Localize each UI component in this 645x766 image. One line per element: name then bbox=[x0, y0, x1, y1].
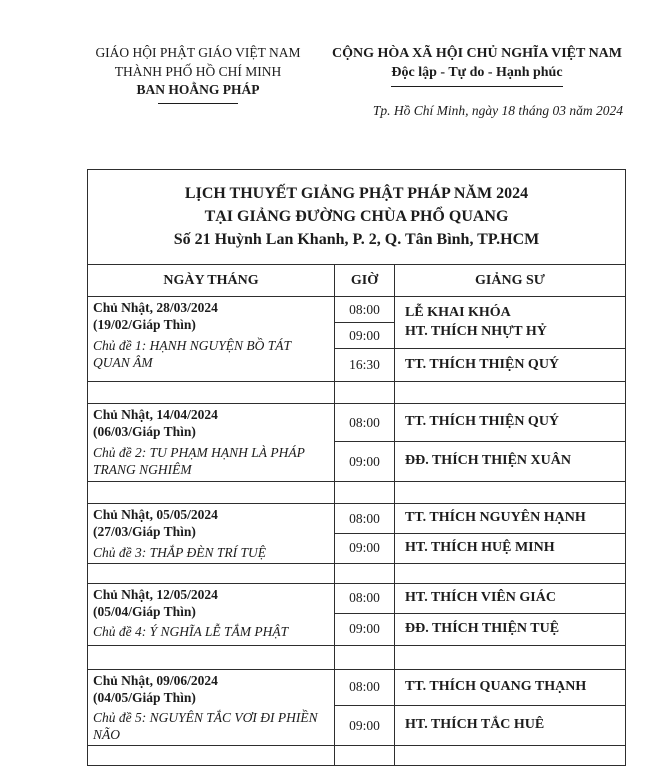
session-theme: Chủ đề 1: HẠNH NGUYỆN BỒ TÁT QUAN ÂM bbox=[93, 337, 291, 370]
speaker-cell: TT. THÍCH THIỆN QUÝ bbox=[395, 349, 626, 382]
table-title-row bbox=[88, 170, 626, 265]
session-date: Chủ Nhật, 14/04/2024 bbox=[93, 407, 218, 423]
separator-row bbox=[88, 482, 626, 504]
speaker-cell: HT. THÍCH TẮC HUÊ bbox=[395, 706, 626, 746]
time-cell: 08:00 bbox=[335, 583, 395, 613]
session-date: Chủ Nhật, 09/06/2024 bbox=[93, 672, 218, 688]
time-cell: 08:00 bbox=[335, 669, 395, 706]
issuing-org-block bbox=[92, 44, 304, 120]
time-cell: 08:00 bbox=[335, 297, 395, 323]
document-header bbox=[0, 44, 645, 120]
time-cell: 09:00 bbox=[335, 706, 395, 746]
session-row bbox=[88, 583, 626, 613]
national-motto-block bbox=[331, 44, 623, 120]
session3-date-cell bbox=[88, 504, 335, 563]
column-header-speaker: GIẢNG SƯ bbox=[395, 265, 626, 297]
speaker-cell: HT. THÍCH HUỆ MINH bbox=[395, 533, 626, 563]
time-cell: 09:00 bbox=[335, 533, 395, 563]
session5-date-cell bbox=[88, 669, 335, 746]
speaker-cell: TT. THÍCH THIỆN QUÝ bbox=[395, 404, 626, 442]
session-lunar-date: (04/05/Giáp Thìn) bbox=[93, 689, 196, 705]
schedule-title-line1: LỊCH THUYẾT GIẢNG PHẬT PHÁP NĂM 2024 bbox=[184, 185, 529, 203]
header-left-rule bbox=[158, 103, 238, 104]
separator-row bbox=[88, 382, 626, 404]
session-row bbox=[88, 297, 626, 323]
session-theme: Chủ đề 4: Ý NGHĨA LỄ TẮM PHẬT bbox=[93, 623, 289, 639]
opening-speaker: HT. THÍCH NHỰT HỶ bbox=[405, 323, 547, 339]
column-header-row bbox=[88, 265, 626, 297]
session-lunar-date: (19/02/Giáp Thìn) bbox=[93, 317, 196, 333]
session-lunar-date: (05/04/Giáp Thìn) bbox=[93, 603, 196, 619]
schedule-table bbox=[87, 169, 626, 766]
schedule-title-cell bbox=[88, 170, 626, 265]
session-row bbox=[88, 669, 626, 706]
separator-row bbox=[88, 563, 626, 583]
speaker-cell: TT. THÍCH NGUYÊN HẠNH bbox=[395, 504, 626, 534]
header-right-rule bbox=[391, 86, 563, 87]
national-motto: Độc lập - Tự do - Hạnh phúc bbox=[391, 65, 563, 81]
session-row bbox=[88, 504, 626, 534]
speaker-cell: ĐĐ. THÍCH THIỆN TUỆ bbox=[395, 613, 626, 645]
org-name-line1: GIÁO HỘI PHẬT GIÁO VIỆT NAM bbox=[95, 45, 301, 60]
time-cell: 08:00 bbox=[335, 504, 395, 534]
session-theme: Chủ đề 2: TU PHẠM HẠNH LÀ PHÁP TRANG NGHIÊM bbox=[93, 444, 305, 477]
speaker-cell: HT. THÍCH VIÊN GIÁC bbox=[395, 583, 626, 613]
session-date: Chủ Nhật, 28/03/2024 bbox=[93, 300, 218, 316]
time-cell: 09:00 bbox=[335, 442, 395, 482]
session4-date-cell bbox=[88, 583, 335, 645]
column-header-time: GIỜ bbox=[335, 265, 395, 297]
speaker-cell: ĐĐ. THÍCH THIỆN XUÂN bbox=[395, 442, 626, 482]
opening-event: LỄ KHAI KHÓA bbox=[405, 304, 511, 320]
separator-row bbox=[88, 645, 626, 669]
schedule-address-line: Số 21 Huỳnh Lan Khanh, P. 2, Q. Tân Bình, TP.HCM bbox=[173, 230, 540, 248]
speaker-cell bbox=[395, 297, 626, 349]
session-theme: Chủ đề 3: THẮP ĐÈN TRÍ TUỆ bbox=[93, 544, 267, 560]
session1-date-cell bbox=[88, 297, 335, 382]
session-date: Chủ Nhật, 12/05/2024 bbox=[93, 586, 218, 602]
committee-name: BAN HOẰNG PHÁP bbox=[136, 82, 260, 98]
separator-row bbox=[88, 746, 626, 766]
country-title: CỘNG HÒA XÃ HỘI CHỦ NGHĨA VIỆT NAM bbox=[331, 46, 622, 61]
time-cell: 09:00 bbox=[335, 323, 395, 349]
session-date: Chủ Nhật, 05/05/2024 bbox=[93, 507, 218, 523]
session-lunar-date: (06/03/Giáp Thìn) bbox=[93, 424, 196, 440]
session2-date-cell bbox=[88, 404, 335, 482]
org-name-line2: THÀNH PHỐ HỒ CHÍ MINH bbox=[114, 63, 282, 79]
time-cell: 08:00 bbox=[335, 404, 395, 442]
speaker-cell: TT. THÍCH QUANG THẠNH bbox=[395, 669, 626, 706]
schedule-title-line2: TẠI GIẢNG ĐƯỜNG CHÙA PHỔ QUANG bbox=[204, 207, 509, 225]
time-cell: 09:00 bbox=[335, 613, 395, 645]
session-row bbox=[88, 404, 626, 442]
session-theme: Chủ đề 5: NGUYÊN TẮC VƠI ĐI PHIỀN NÃO bbox=[93, 709, 318, 743]
place-date-line: Tp. Hồ Chí Minh, ngày 18 tháng 03 năm 2024 bbox=[372, 102, 623, 118]
column-header-date: NGÀY THÁNG bbox=[88, 265, 335, 297]
time-cell: 16:30 bbox=[335, 349, 395, 382]
session-lunar-date: (27/03/Giáp Thìn) bbox=[93, 524, 196, 540]
